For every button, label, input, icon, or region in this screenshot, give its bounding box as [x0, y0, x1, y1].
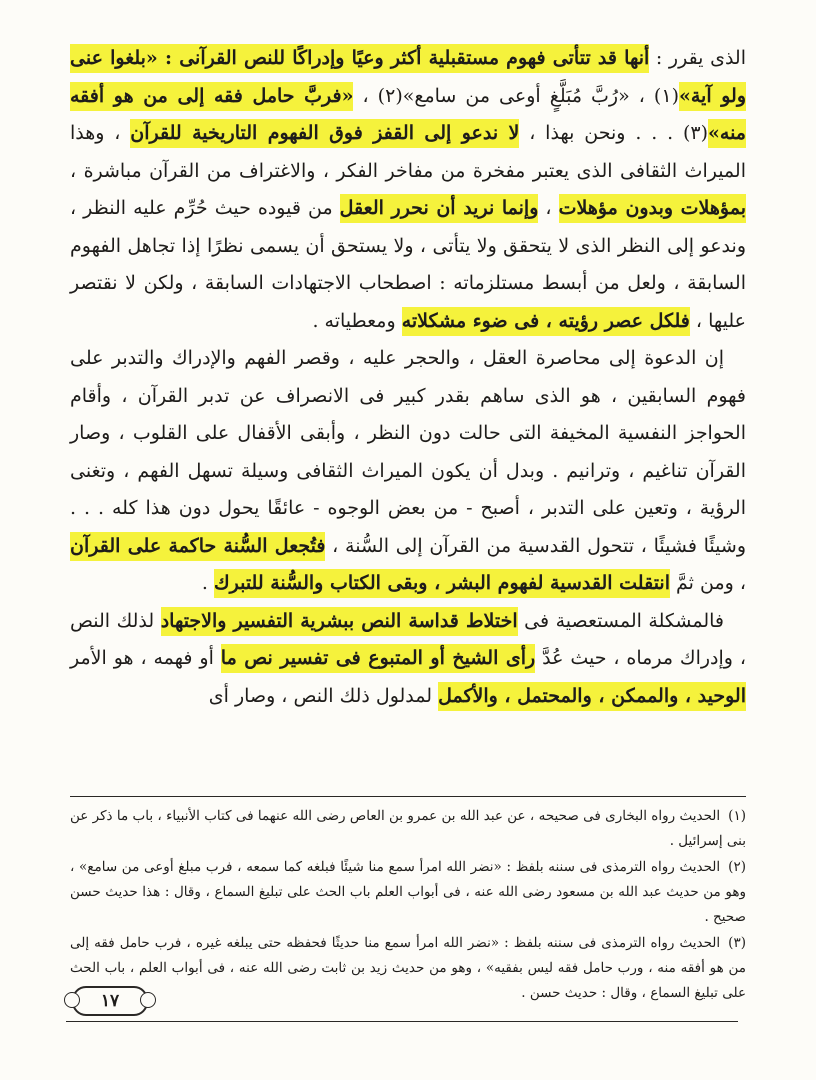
- footnote-text: الحديث رواه الترمذى فى سننه بلفظ : «نضر الله امرأ سمع منا حديثًا فحفظه حتى يبلغه غيره ، فرب حامل فقه إلى من هو أفقه منه ، ورب حامل فقه ليس بفقيه» ، وهو من حديث زيد بن ثابت رضى الله عنه ، فى أبواب العلم ، باب الحث على تبليغ السماع ، وقال : حديث حسن .: [70, 935, 746, 1001]
- paragraph: [70, 40, 746, 340]
- text-run: الذى يقرر :: [649, 47, 746, 69]
- text-run: أو فهمه ، هو الأمر: [70, 647, 221, 669]
- footnote: [70, 931, 746, 1006]
- footnote-text: الحديث رواه الترمذى فى سننه بلفظ : «نضر الله امرأ سمع منا شيئًا فبلغه كما سمعه ، فرب مبلغ أوعى من سامع» ، وهو من حديث عبد الله بن مسعود رضى الله عنه ، فى أبواب العلم باب الحث على تبليغ السماع ، وقال : هذا حديث حسن صحيح .: [70, 859, 746, 925]
- main-text: [70, 40, 746, 715]
- highlighted-text: أنها قد تتأتى فهوم مستقبلية أكثر وعيًا وإدراكًا للنص القرآنى: [179, 44, 649, 73]
- text-run: ومعطياته .: [312, 309, 402, 332]
- paragraph: [70, 340, 746, 603]
- text-run: من قيوده حيث حُرِّم عليه النظر ، وندعو إلى النظر الذى لا يتحقق ولا يتأتى ، ولا يستحق أن يسمى نظرًا إذا تجاهل الفهوم السابقة ، ولعل من أبسط مستلزماته : اصطحاب الاجتهادات السابقة ، ولكن لا نقتصر عليها ،: [70, 197, 746, 332]
- text-run: ،: [538, 197, 559, 219]
- highlighted-text: وإنما نريد أن نحرر العقل: [340, 194, 539, 223]
- highlighted-text: لا ندعو إلى القفز فوق الفهوم التاريخية للقرآن: [130, 119, 519, 148]
- highlighted-text: «فربَّ حامل فقه إلى من هو أفقه منه»: [70, 82, 746, 149]
- highlighted-text: رأى الشيخ أو المتبوع فى تفسير نص ما: [221, 644, 535, 673]
- page-number: ١٧: [72, 986, 148, 1016]
- text-run: لمدلول ذلك النص ، وصار أى: [208, 684, 439, 707]
- text-run: إن الدعوة إلى محاصرة العقل ، والحجر عليه ، وقصر الفهم والإدراك والتدبر على فهوم السابقين ، هو الذى ساهم بقدر كبير فى الانصراف عن تدبر القرآن ، وأقام الحواجز النفسية المخيفة التى حالت دون النظر ، وأبقى الأقفال على القلوب ، وصار القرآن تناغيم ، وترانيم . وبدل أن يكون الميراث الثقافى وسيلة تسهل الفهم ، وتغنى الرؤية ، وتعين على التدبر ، أصبح - من بعض الوجوه - عائقًا يحول دون هذا كله . . . وشيئًا فشيئًا ، تتحول القدسية من القرآن إلى السُّنة ،: [70, 347, 746, 557]
- highlighted-text: انتقلت القدسية لفهوم البشر ، وبقى الكتاب والسُّنة للتبرك: [214, 569, 670, 598]
- highlighted-text: اختلاط قداسة النص ببشرية التفسير والاجتهاد: [161, 607, 518, 636]
- highlighted-text: فلكل عصر رؤيته ، فى ضوء مشكلاته: [402, 307, 690, 336]
- text-run: ، وهذا الميراث الثقافى الذى يعتبر مفخرة من مفاخر الفكر ، والاغتراف من القرآن مباشرة ،: [70, 122, 746, 182]
- bottom-rule: [66, 1021, 738, 1022]
- footnote-text: الحديث رواه البخارى فى صحيحه ، عن عبد الله بن عمرو بن العاص رضى الله عنهما فى كتاب الأنبياء ، باب ما ذكر عن بنى إسرائيل .: [70, 808, 746, 849]
- text-run: (٣) . . . ونحن بهذا ،: [519, 122, 709, 144]
- text-run: (١) ، «رُبَّ مُبَلَّغٍ أوعى من سامع»(٢) ،: [353, 84, 679, 107]
- text-run: ، ومن ثمَّ: [670, 572, 746, 594]
- highlighted-text: فتُجعل السُّنة حاكمة على القرآن: [70, 532, 325, 561]
- footnote: [70, 804, 746, 854]
- highlighted-text: الوحيد ، والممكن ، والمحتمل ، والأكمل: [438, 682, 746, 711]
- highlighted-text: : «بلغوا عنى ولو آية»: [70, 44, 746, 111]
- footnote-number: (١): [728, 808, 746, 824]
- text-run: فالمشكلة المستعصية فى: [517, 609, 724, 632]
- footnote-number: (٢): [728, 859, 746, 875]
- footnote: [70, 855, 746, 930]
- footnote-number: (٣): [728, 935, 746, 951]
- text-run: .: [201, 572, 214, 594]
- text-run: لذلك النص ، وإدراك مرماه ، حيث عُدَّ: [70, 609, 746, 669]
- footnotes: [70, 804, 746, 1007]
- highlighted-text: بمؤهلات وبدون مؤهلات: [559, 194, 746, 223]
- footnote-separator: [70, 796, 746, 797]
- paragraph: [70, 603, 746, 716]
